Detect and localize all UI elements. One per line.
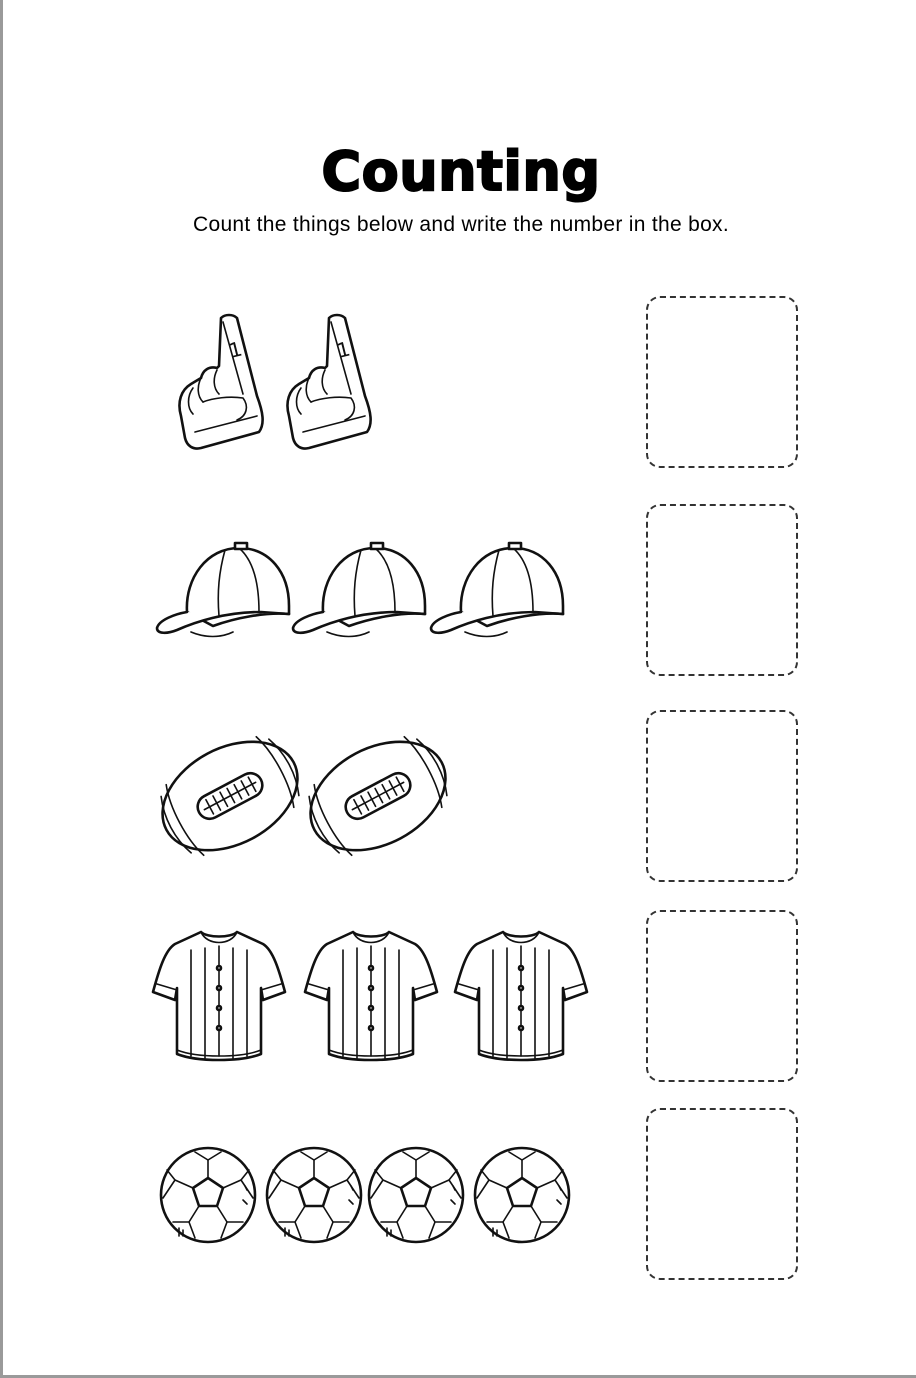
soccer-ball-icon bbox=[265, 1146, 363, 1244]
foam-finger-number: 1 bbox=[334, 336, 353, 363]
soccer-ball-icon bbox=[159, 1146, 257, 1244]
baseball-cap-icon bbox=[429, 542, 569, 642]
counting-row-foam-fingers bbox=[3, 296, 916, 471]
soccer-ball-icon bbox=[367, 1146, 465, 1244]
answer-box[interactable] bbox=[646, 504, 798, 676]
foam-finger-number: 1 bbox=[226, 336, 245, 363]
answer-box[interactable] bbox=[646, 910, 798, 1082]
football-icon bbox=[305, 734, 451, 858]
football-icon bbox=[157, 734, 303, 858]
answer-box[interactable] bbox=[646, 1108, 798, 1280]
jersey-icon bbox=[151, 928, 287, 1068]
baseball-cap-icon bbox=[291, 542, 431, 642]
counting-row-caps bbox=[3, 504, 916, 679]
page-title: Counting bbox=[321, 140, 601, 203]
foam-finger-icon bbox=[281, 312, 381, 452]
instructions-text: Count the things below and write the number in the box. bbox=[193, 213, 729, 236]
counting-row-jerseys bbox=[3, 910, 916, 1085]
jersey-icon bbox=[453, 928, 589, 1068]
counting-row-soccer-balls bbox=[3, 1108, 916, 1283]
counting-row-footballs bbox=[3, 710, 916, 885]
answer-box[interactable] bbox=[646, 296, 798, 468]
foam-finger-icon bbox=[173, 312, 273, 452]
soccer-ball-icon bbox=[473, 1146, 571, 1244]
answer-box[interactable] bbox=[646, 710, 798, 882]
jersey-icon bbox=[303, 928, 439, 1068]
baseball-cap-icon bbox=[155, 542, 295, 642]
